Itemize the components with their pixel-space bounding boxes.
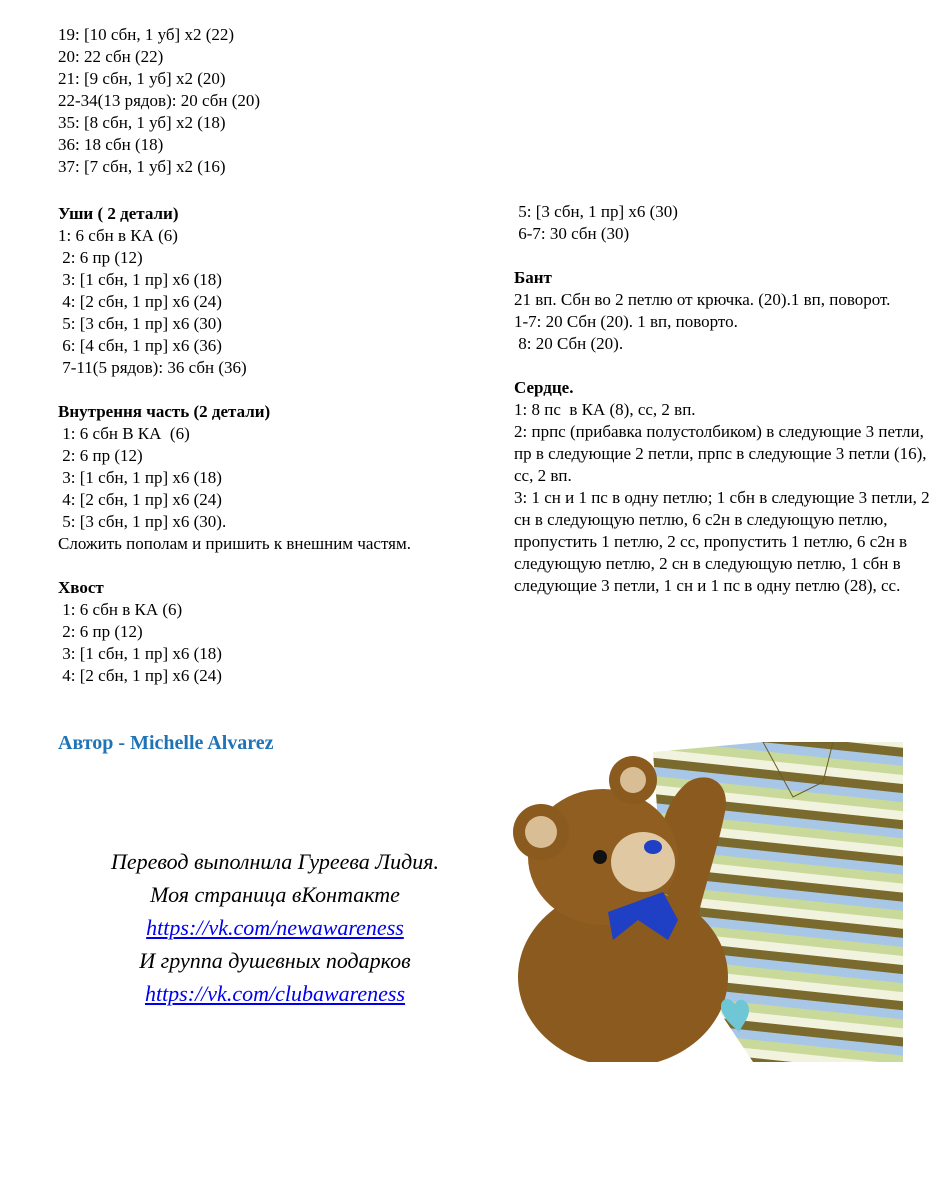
pattern-row: 4: [2 сбн, 1 пр] х6 (24) [58,666,222,685]
pattern-row: 1: 6 сбн В КА (6) [58,424,190,443]
pattern-row: 3: 1 сн и 1 пс в одну петлю; 1 сбн в следующие 3 петли, 2 сн в следующую петлю, 6 с2н в следующую петлю, пропустить 1 петлю, 2 сс, пропустить 1 петлю, 6 с2н в следующую петлю, 2 сн в следующую петлю, 1 сбн в следующие 3 петли, 1 сн и 1 пс в одну петлю (28), сс. [514,488,930,595]
ears-section [58,203,488,379]
section-title: Уши ( 2 детали) [58,204,179,223]
pattern-row: 36: 18 сбн (18) [58,135,164,154]
pattern-row: 35: [8 сбн, 1 уб] х2 (18) [58,113,226,132]
section-title: Внутрення часть (2 детали) [58,402,271,421]
heart-section [514,377,934,597]
pattern-row: 4: [2 сбн, 1 пр] х6 (24) [58,292,222,311]
right-top-section [514,201,934,245]
pattern-row: 21 вп. Сбн во 2 петлю от крючка. (20).1 вп, поворот. [514,290,891,309]
bear-ear-right-inner [620,767,646,793]
bear-muzzle [611,832,675,892]
pattern-row: 7-11(5 рядов): 36 сбн (36) [58,358,247,377]
section-title: Хвост [58,578,104,597]
pattern-row: 20: 22 сбн (22) [58,47,164,66]
right-column [514,201,934,619]
section-title: Бант [514,268,552,287]
vk-page-line: Моя страница вКонтакте [150,882,400,907]
pattern-row: 2: 6 пр (12) [58,622,143,641]
pattern-row: 2: 6 пр (12) [58,446,143,465]
left-column [58,203,488,709]
pattern-row: 6-7: 30 сбн (30) [514,224,630,243]
bow-section [514,267,934,355]
pattern-row: 5: [3 сбн, 1 пр] х6 (30) [58,314,222,333]
pattern-row: 2: 6 пр (12) [58,248,143,267]
pattern-row: 1: 8 пс в КА (8), сс, 2 вп. [514,400,696,419]
section-title: Сердце. [514,378,574,397]
vk-page-link[interactable]: https://vk.com/newawareness [146,915,404,940]
tail-section [58,577,488,687]
pattern-row: 19: [10 сбн, 1 уб] х2 (22) [58,25,235,44]
group-line: И группа душевных подарков [139,948,411,973]
pattern-row: 1: 6 сбн в КА (6) [58,226,178,245]
pattern-row: 3: [1 сбн, 1 пр] х6 (18) [58,644,222,663]
pattern-row: 3: [1 сбн, 1 пр] х6 (18) [58,468,222,487]
pattern-row: 2: прпс (прибавка полустолбиком) в следующие 3 петли, пр в следующие 2 петли, прпс в следующие 3 петли (16), сс, 2 вп. [514,422,927,485]
translator-line: Перевод выполнила Гуреева Лидия. [110,849,439,874]
teddy-bear-photo [503,742,903,1062]
pattern-row: 5: [3 сбн, 1 пр] х6 (30) [514,202,678,221]
pattern-row: 22-34(13 рядов): 20 сбн (20) [58,91,261,110]
author-line: Автор - Michelle Alvarez [58,732,274,754]
translation-credits [60,845,490,1010]
bear-eye [593,850,607,864]
bear-nose [644,840,662,854]
bear-ear-left-inner [525,816,557,848]
pattern-row: 5: [3 сбн, 1 пр] х6 (30). [58,512,227,531]
pattern-row: 4: [2 сбн, 1 пр] х6 (24) [58,490,222,509]
pattern-row: 1: 6 сбн в КА (6) [58,600,183,619]
vk-group-link[interactable]: https://vk.com/clubawareness [144,981,406,1006]
pattern-row: Сложить пополам и пришить к внешним частям. [58,534,411,553]
pattern-row: 1-7: 20 Сбн (20). 1 вп, поворто. [514,312,738,331]
pattern-row: 21: [9 сбн, 1 уб] х2 (20) [58,69,226,88]
pattern-row: 3: [1 сбн, 1 пр] х6 (18) [58,270,222,289]
inner-part-section [58,401,488,555]
pattern-row: 37: [7 сбн, 1 уб] х2 (16) [58,157,226,176]
pattern-row: 6: [4 сбн, 1 пр] х6 (36) [58,336,222,355]
pattern-row: 8: 20 Сбн (20). [514,334,624,353]
top-rows-block [58,24,260,178]
